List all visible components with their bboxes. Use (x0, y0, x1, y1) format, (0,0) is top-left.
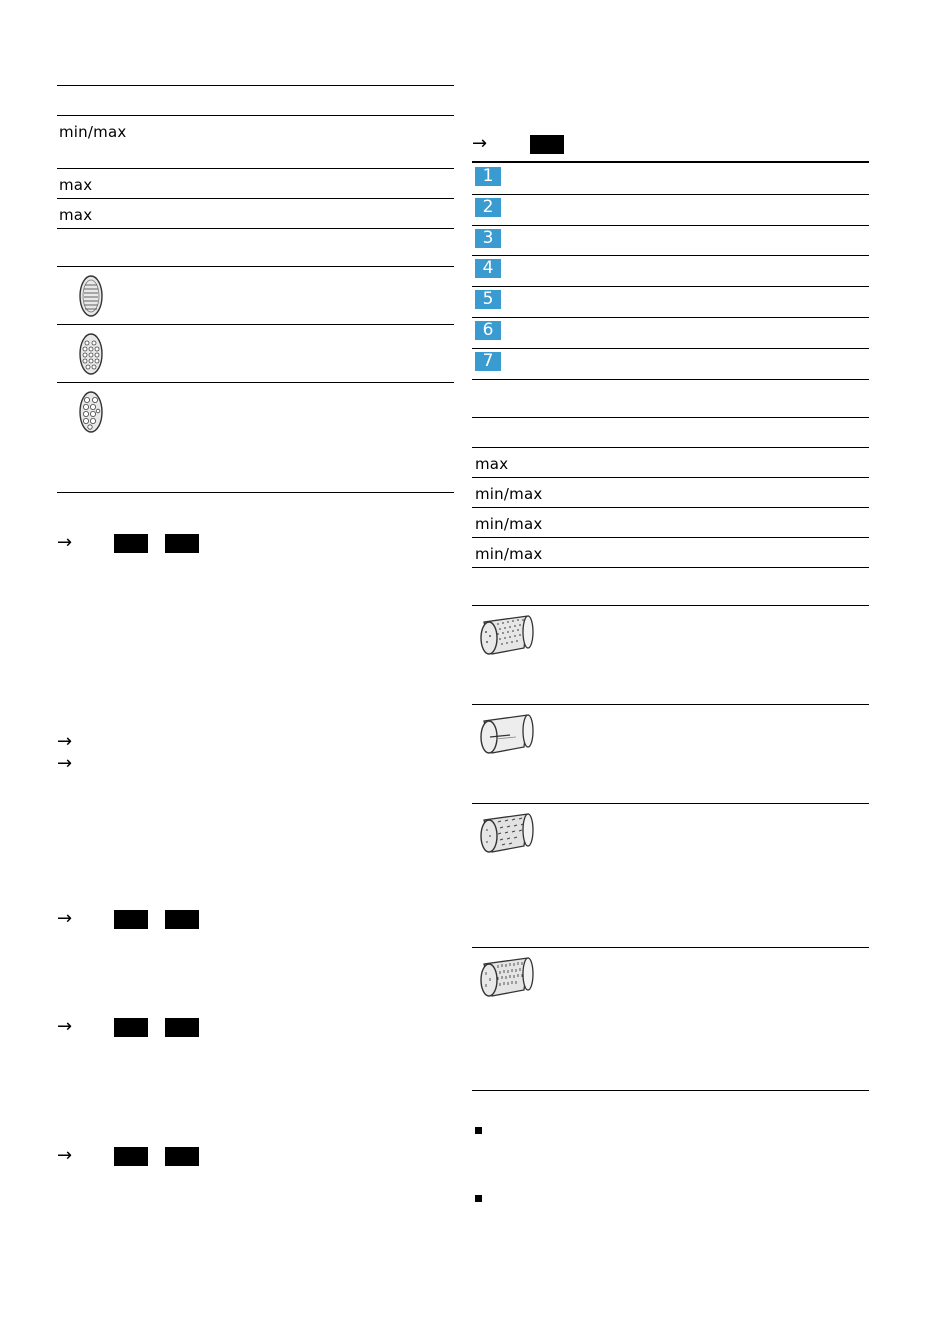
speed-label: max (59, 206, 93, 224)
redacted-block (165, 1147, 199, 1166)
table-rule (472, 477, 869, 478)
table-rule (57, 324, 454, 325)
bullet-square (475, 1127, 482, 1134)
table-rule (472, 317, 869, 318)
fine-grating-drum-icon (476, 610, 536, 660)
speed-label: min/max (59, 123, 127, 141)
redacted-block (530, 135, 564, 154)
arrow-icon: → (472, 133, 488, 154)
fine-grating-disc-icon (76, 273, 106, 319)
table-rule (57, 198, 454, 199)
arrow-icon: → (57, 753, 73, 774)
table-rule (472, 704, 869, 705)
table-rule (472, 537, 869, 538)
table-rule (472, 348, 869, 349)
coarse-grating-drum-icon (476, 808, 536, 858)
redacted-block (165, 534, 199, 553)
arrow-icon: → (57, 1016, 73, 1037)
part-number-badge: 7 (475, 352, 501, 371)
arrow-icon: → (57, 532, 73, 553)
part-number-badge: 3 (475, 229, 501, 248)
redacted-block (165, 1018, 199, 1037)
arrow-icon: → (57, 908, 73, 929)
table-rule (472, 379, 869, 380)
part-number-badge: 2 (475, 198, 501, 217)
speed-label: min/max (475, 485, 543, 503)
table-rule (57, 228, 454, 229)
speed-label: min/max (475, 545, 543, 563)
medium-grating-disc-icon (76, 331, 106, 377)
table-rule (472, 417, 869, 418)
table-rule (57, 115, 454, 116)
table-header-rule (472, 161, 869, 163)
table-rule (472, 1090, 869, 1091)
table-rule (472, 605, 869, 606)
table-rule (57, 85, 454, 86)
redacted-block (114, 910, 148, 929)
table-rule (472, 255, 869, 256)
arrow-icon: → (57, 731, 73, 752)
table-rule (472, 286, 869, 287)
speed-label: max (59, 176, 93, 194)
redacted-block (165, 910, 199, 929)
part-number-badge: 5 (475, 290, 501, 309)
table-rule (57, 492, 454, 493)
table-rule (472, 507, 869, 508)
arrow-icon: → (57, 1145, 73, 1166)
slicing-drum-icon (476, 709, 536, 759)
bullet-square (475, 1195, 482, 1202)
table-rule (472, 194, 869, 195)
table-rule (57, 168, 454, 169)
table-rule (472, 947, 869, 948)
coarse-grating-disc-icon (76, 389, 106, 435)
speed-label: max (475, 455, 509, 473)
redacted-block (114, 1147, 148, 1166)
table-rule (472, 803, 869, 804)
table-rule (472, 225, 869, 226)
table-rule (472, 447, 869, 448)
table-rule (472, 567, 869, 568)
redacted-block (114, 534, 148, 553)
table-rule (57, 266, 454, 267)
part-number-badge: 6 (475, 321, 501, 340)
table-rule (57, 382, 454, 383)
part-number-badge: 1 (475, 167, 501, 186)
extra-fine-grating-drum-icon (476, 952, 536, 1002)
redacted-block (114, 1018, 148, 1037)
part-number-badge: 4 (475, 259, 501, 278)
speed-label: min/max (475, 515, 543, 533)
